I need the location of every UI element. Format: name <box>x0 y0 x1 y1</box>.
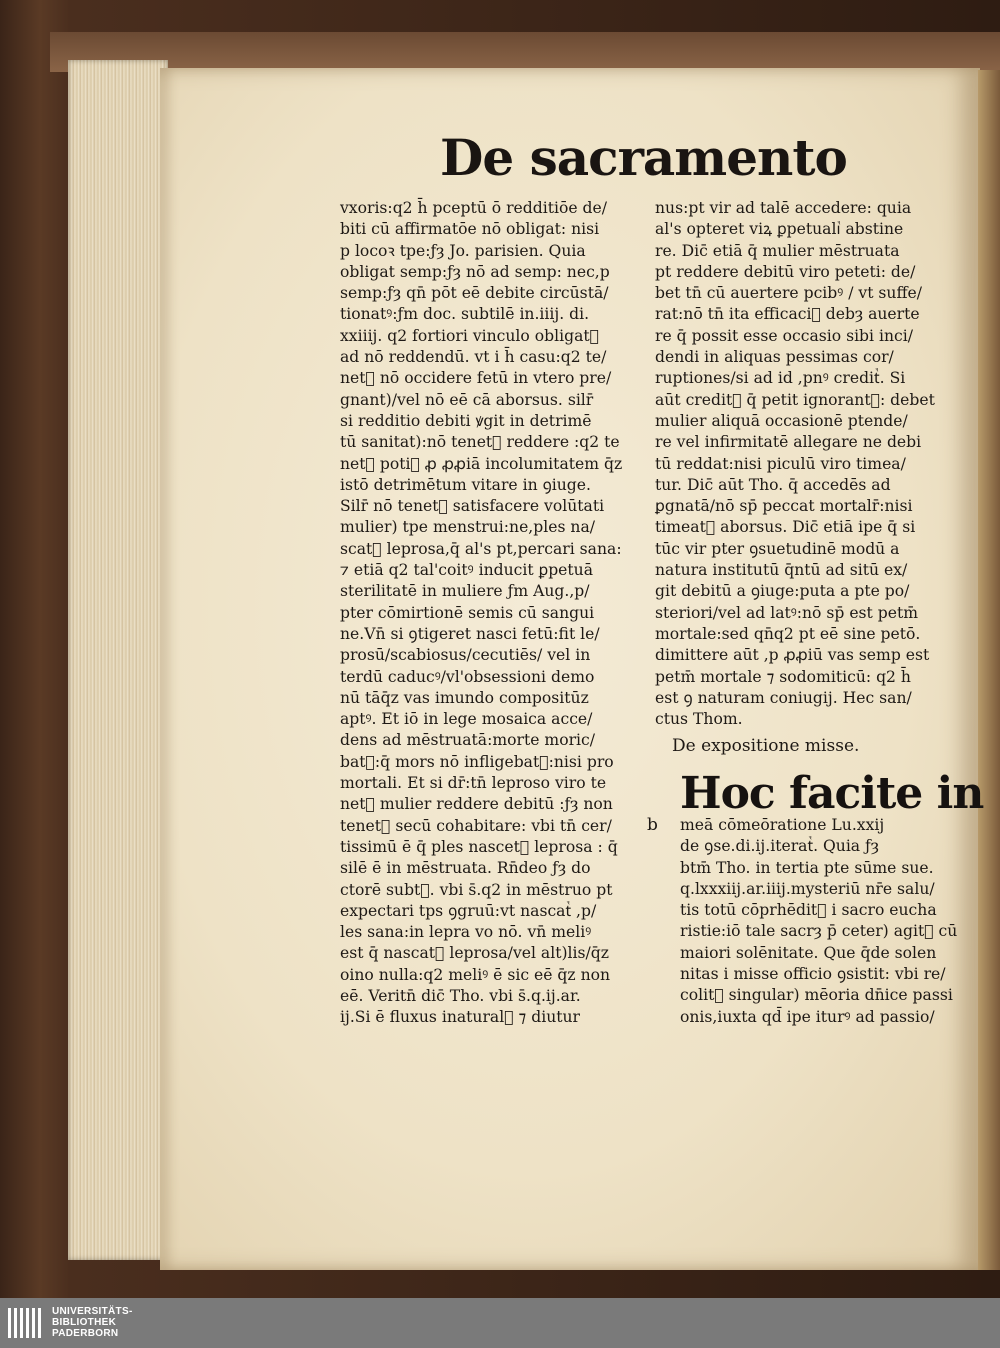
text-line: netᷣ nō occidere fetū in vtero pre/ <box>340 369 612 388</box>
text-line: tionatꝰ:ƒm doc. subtilē in.iiij. di. <box>340 305 590 324</box>
text-line: colitᷣ singular) mēoria dn̄ice passi <box>680 986 953 1005</box>
text-line: Silr̄ nō tenetᷣ satisfacere volūtati <box>340 497 605 516</box>
text-line: netᷣ mulier reddere debitū :ƒȝ non <box>340 795 613 814</box>
text-line: onis,iuxta qd̄ ipe iturꝰ ad passio/ <box>680 1007 935 1026</box>
text-line: ctorē subtᷣ. vbi s̄.q2 in mēstruo pt <box>340 880 613 899</box>
right-text-column-lower <box>680 815 958 1028</box>
signature-mark: b <box>647 815 658 835</box>
text-line: biti cū affirmatōe nō obligat: nisi <box>340 220 600 239</box>
text-line: nitas i misse officio ꝯsistit: vbi re/ <box>680 965 946 984</box>
text-line: timeatᷣ aborsus. Dic̄ etiā ipe q̄ si <box>655 518 916 537</box>
text-line: ꝑgnatā/nō sp̄ peccat mortalr̄:nisi <box>655 497 913 516</box>
library-name-line: PADERBORN <box>52 1328 119 1339</box>
text-line: tū reddat:nisi piculū viro timea/ <box>655 454 906 473</box>
library-name-line: UNIVERSITÄTS- <box>52 1306 133 1317</box>
library-name <box>52 1306 133 1339</box>
text-line: eē. Veritn̄ dic̄ Tho. vbi s̄.q.ij.ar. <box>340 986 581 1005</box>
text-line: terdū caducꝰ/vl'obsessioni demo <box>340 667 595 686</box>
text-line: natura institutū q̄ntū ad sitū ex/ <box>655 561 908 580</box>
text-line: est ꝯ naturam coniugij. Hec san/ <box>655 688 912 707</box>
text-line: netᷣ potiꝰ ꝓ ꝓꝓiā incolumitatem q̄z <box>340 454 623 473</box>
text-line: tissimū ē q̄ ples nascetᷣ leprosa : q̄ <box>340 837 618 856</box>
text-line: aūt creditᷣ q̄ petit ignorantᷣ: debet <box>655 390 935 409</box>
section-title: Hoc facite in <box>680 768 984 819</box>
text-line: re. Dic̄ etiā q̄ mulier mēstruata <box>655 241 900 260</box>
text-line: silē ē in mēstruata. Rn̄deo ƒȝ do <box>340 859 591 878</box>
text-line: dens ad mēstruatā:morte moric/ <box>340 731 596 750</box>
text-line: nū tāq̄z vas imundo compositūz <box>340 688 589 707</box>
text-line: gnant)/vel nō eē cā aborsus. silr̄ <box>340 390 594 409</box>
text-line: p locoꝛ tpe:ƒȝ Jo. parisien. Quia <box>340 241 586 260</box>
text-line: les sana:in lepra vo nō. vn̄ meliꝰ <box>340 923 592 942</box>
text-line: ij.Si ē fluxus inaturalᷣ ⁊ diutur <box>340 1008 581 1027</box>
text-line: prosū/scabiosus/cecutiēs/ vel in <box>340 646 591 665</box>
text-line: est q̄ nascatᷣ leprosa/vel alt)lis/q̄z <box>340 944 609 963</box>
book-cover-edge <box>50 32 1000 72</box>
text-line: dimittere aūt ,p ꝓꝓiū vas semp est <box>655 646 930 665</box>
text-line: re q̄ possit esse occasio sibi inci/ <box>655 326 913 345</box>
text-line: meā cōmeōratione Lu.xxij <box>680 816 885 834</box>
text-line: steriori/vel ad latꝰ:nō sp̄ est petm̄ <box>655 603 919 622</box>
text-line: scatᷣ leprosa,q̄ al's pt,percari sana: <box>340 539 622 558</box>
text-line: bet tn̄ cū auertere pcibꝰ / vt suffe/ <box>655 284 923 303</box>
facing-page-edge <box>978 70 1000 1270</box>
text-line: semp:ƒȝ qn̄ pōt eē debite circūstā/ <box>340 284 609 303</box>
text-line: ne.Vn̄ si ꝯtigeret nasci fetū:fit le/ <box>340 624 600 643</box>
text-line: expectari tps ꝯgruū:vt nascatᷣ ,p/ <box>340 901 597 920</box>
page-edges <box>68 60 168 1260</box>
text-line: tis totū cōprhēditᷣ i sacro eucha <box>680 901 937 920</box>
text-line: oino nulla:q2 meliꝰ ē sic eē q̄z non <box>340 965 611 984</box>
text-line: istō detrimētum vitare in ꝯiuge. <box>340 475 591 494</box>
text-line: q.lxxxiij.ar.iiij.mysteriū nr̄e salu/ <box>680 879 935 898</box>
text-line: tenetᷣ secū cohabitare: vbi tn̄ cer/ <box>340 816 612 835</box>
library-footer <box>0 1298 1000 1348</box>
text-line: xxiiij. q2 fortiori vinculo obligatᷣ <box>340 326 600 345</box>
text-line: rat:nō tn̄ ita efficaciᷣ debȝ auerte <box>655 305 920 324</box>
text-line: al's opteret viꝝ ꝑpetualiᷣ abstine <box>655 220 904 239</box>
running-head: De sacramento <box>440 128 847 187</box>
text-line: si redditio debiti ꝟgit in detrimē <box>340 411 592 430</box>
text-line: maiori solēnitate. Que q̄de solen <box>680 943 937 962</box>
text-line: ad nō reddendū. vt i h̄ casu:q2 te/ <box>340 348 607 367</box>
text-line: nus:pt vir ad talē accedere: quia <box>655 199 912 217</box>
text-line: tūc vir pter ꝯsuetudinē modū a <box>655 539 900 558</box>
text-line: ⁊ etiā q2 tal'coitꝰ inducit ꝑpetuā <box>340 561 594 580</box>
text-line: aptꝰ. Et iō in lege mosaica acce/ <box>340 710 593 729</box>
text-line: ristie:iō tale sacrȝ p̄ ceter) agitᷣ cū <box>680 922 958 941</box>
text-line: mulier) tpe menstrui:ne,ples na/ <box>340 518 596 537</box>
text-line: batᷣ:q̄ mors nō infligebatᷣ:nisi pro <box>340 752 614 771</box>
library-name-line: BIBLIOTHEK <box>52 1317 117 1328</box>
left-text-column <box>340 198 628 1029</box>
text-line: mulier aliquā occasionē ptende/ <box>655 411 908 430</box>
text-line: dendi in aliquas pessimas cor/ <box>655 348 894 367</box>
text-line: pt reddere debitū viro peteti: de/ <box>655 262 916 281</box>
text-line: petm̄ mortale ⁊ sodomiticū: q2 h̄ <box>655 667 911 686</box>
text-line: de ꝯse.di.ij.iteratᷣ. Quia ƒȝ <box>680 837 879 856</box>
section-subheading: De expositione misse. <box>672 736 860 756</box>
text-line: ruptiones/si ad id ,pnꝰ creditᷣ. Si <box>655 369 906 388</box>
text-line: sterilitatē in muliere ƒm Aug.,p/ <box>340 582 590 601</box>
text-line: vxoris:q2 h̄ pceptū ō redditiōe de/ <box>340 199 608 217</box>
text-line: btm̄ Tho. in tertia pte sūme sue. <box>680 858 934 877</box>
library-logo-icon <box>8 1308 44 1338</box>
right-text-column <box>655 198 935 730</box>
text-line: git debitū a ꝯiuge:puta a pte po/ <box>655 582 910 601</box>
text-line: ctus Thom. <box>655 710 743 729</box>
text-line: re vel infirmitatē allegare ne debi <box>655 433 922 452</box>
text-line: pter cōmirtionē semis cū sangui <box>340 603 595 622</box>
text-line: mortale:sed qn̄q2 pt eē sine petō. <box>655 624 921 643</box>
text-line: obligat semp:ƒȝ nō ad semp: nec,p <box>340 262 610 281</box>
text-line: tū sanitat):nō tenetᷣ reddere :q2 te <box>340 433 620 452</box>
text-line: tur. Dic̄ aūt Tho. q̄ accedēs ad <box>655 475 891 494</box>
text-line: mortali. Et si dr̄:tn̄ leproso viro te <box>340 774 607 793</box>
